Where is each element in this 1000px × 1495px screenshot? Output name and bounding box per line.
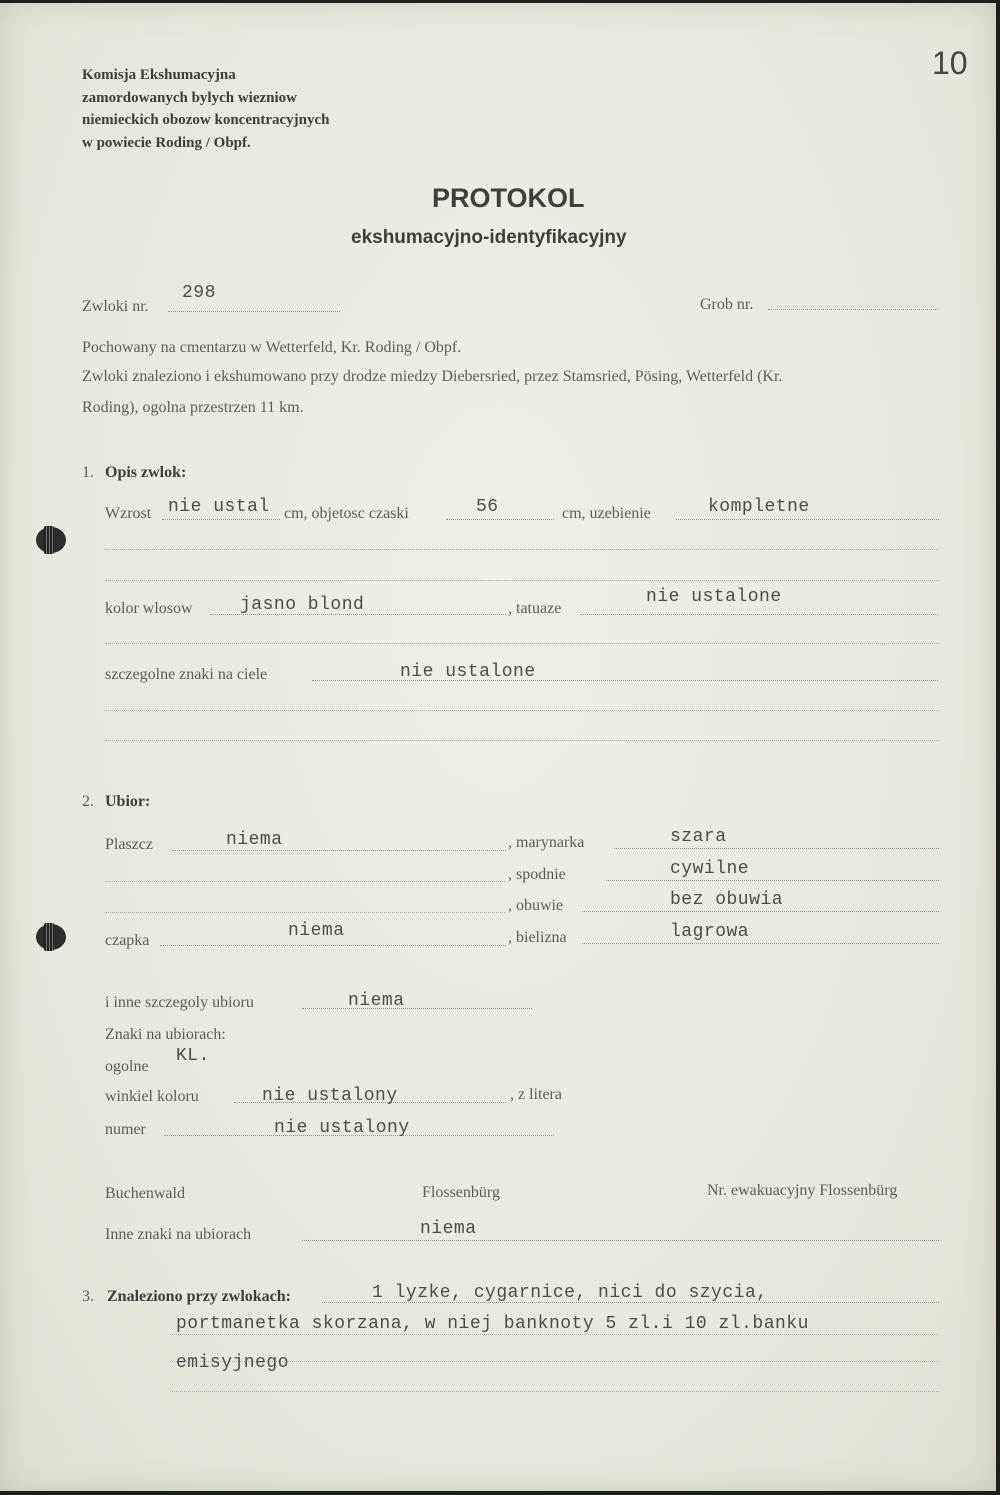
trousers-value: cywilne <box>670 859 750 879</box>
commission-line-3: niemieckich obozow koncentracyjnych <box>82 112 330 128</box>
height-label: Wzrost <box>105 505 152 522</box>
other-clothing-marks-value: niema <box>420 1219 477 1239</box>
triangle-color-value: nie ustalony <box>262 1086 398 1106</box>
section-1-title: Opis zwlok: <box>105 464 187 481</box>
jacket-value: szara <box>670 827 727 847</box>
underwear-value: lagrowa <box>670 922 750 942</box>
underwear-label: , bielizna <box>508 929 567 946</box>
shoes-label: , obuwie <box>508 897 564 914</box>
remains-number-label: Zwloki nr. <box>82 298 149 315</box>
punch-hole-bottom-mark <box>44 923 54 951</box>
coat-label: Plaszcz <box>105 836 153 853</box>
other-clothing-marks-label: Inne znaki na ubiorach <box>105 1226 252 1243</box>
remains-number-value: 298 <box>182 283 216 303</box>
flossenburg-label: Flossenbürg <box>422 1184 500 1201</box>
document-page <box>0 3 996 1491</box>
found-items-line-2: portmanetka skorzana, w niej banknoty 5 zl.i 10 zl.banku <box>176 1314 809 1334</box>
teeth-value: kompletne <box>708 497 810 517</box>
hair-color-label: kolor wlosow <box>105 600 193 617</box>
grave-number-label: Grob nr. <box>700 296 754 313</box>
cap-label: czapka <box>105 932 150 949</box>
number-value: nie ustalony <box>274 1118 410 1138</box>
special-marks-label: szczegolne znaki na ciele <box>105 666 268 683</box>
skull-volume-label: cm, objetosc czaski <box>284 505 409 522</box>
page-subtitle: ekshumacyjno-identyfikacyjny <box>351 227 627 248</box>
other-details-label: i inne szczegoly ubioru <box>105 994 254 1011</box>
section-2-number: 2. <box>82 793 94 810</box>
teeth-label: cm, uzebienie <box>562 505 651 522</box>
page-title: PROTOKOL <box>432 183 585 213</box>
tattoos-value: nie ustalone <box>646 587 782 607</box>
other-details-value: niema <box>348 991 405 1011</box>
general-label: ogolne <box>105 1058 149 1075</box>
commission-line-2: zamordowanych bylych wiezniow <box>82 90 297 106</box>
section-2-title: Ubior: <box>105 793 151 810</box>
commission-line-1: Komisja Ekshumacyjna <box>82 67 236 83</box>
buchenwald-label: Buchenwald <box>105 1185 185 1202</box>
found-items-line-3: emisyjnego <box>176 1353 290 1373</box>
special-marks-value: nie ustalone <box>400 662 536 682</box>
general-value: KL. <box>176 1046 210 1066</box>
coat-value: niema <box>226 830 283 850</box>
commission-line-4: w powiecie Roding / Obpf. <box>82 135 251 151</box>
number-label: numer <box>105 1121 146 1138</box>
burial-text: Pochowany na cmentarzu w Wetterfeld, Kr. Roding / Obpf. <box>82 339 462 356</box>
page-number: 10 <box>932 45 968 81</box>
shoes-value: bez obuwia <box>670 890 784 910</box>
trousers-label: , spodnie <box>508 866 566 883</box>
section-1-number: 1. <box>82 464 94 481</box>
tattoos-label: , tatuaze <box>508 600 562 617</box>
section-3-number: 3. <box>82 1288 94 1305</box>
skull-volume-value: 56 <box>476 497 499 517</box>
clothing-marks-label: Znaki na ubiorach: <box>105 1026 226 1043</box>
found-text-line-1: Zwloki znaleziono i ekshumowano przy drodze miedzy Diebersried, przez Stamsried, Pösing, Wetterfeld (Kr. <box>82 368 783 385</box>
punch-hole-top-mark <box>44 526 54 554</box>
section-3-title: Znaleziono przy zwlokach: <box>107 1288 291 1305</box>
letter-label: , z litera <box>510 1086 562 1103</box>
triangle-color-label: winkiel koloru <box>105 1088 199 1105</box>
hair-color-value: jasno blond <box>240 595 365 615</box>
height-value: nie ustal <box>168 497 270 517</box>
found-text-line-2: Roding), ogolna przestrzen 11 km. <box>82 399 304 416</box>
evacuation-number-label: Nr. ewakuacyjny Flossenbürg <box>707 1182 898 1199</box>
cap-value: niema <box>288 921 345 941</box>
found-items-line-1: 1 lyzke, cygarnice, nici do szycia, <box>372 1283 768 1303</box>
jacket-label: , marynarka <box>508 834 585 851</box>
